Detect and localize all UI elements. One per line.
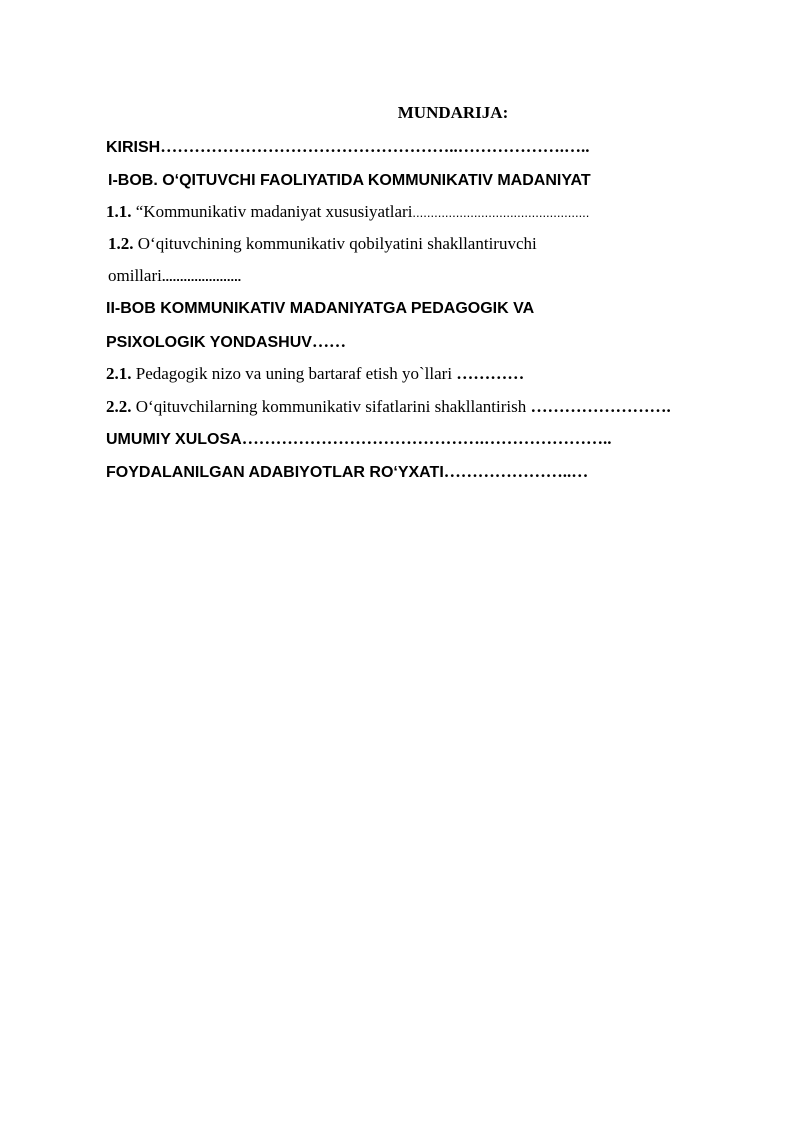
toc-entry-references — [106, 462, 588, 483]
toc-entry-leader: ……………………………………………..……………….….. — [160, 137, 590, 156]
toc-entry-label: KIRISH — [106, 139, 161, 156]
toc-entry-number: 1.2. — [108, 234, 134, 253]
toc-entry-text: omillari — [108, 266, 162, 285]
toc-entry-kirish — [106, 137, 589, 158]
toc-entry-leader: ………… — [456, 364, 525, 383]
toc-chapter-2-heading — [106, 298, 534, 319]
toc-entry-1-2-continuation — [108, 266, 241, 287]
toc-entry-text: Pedagogik nizo va uning bartaraf etish yo`llari — [131, 364, 457, 383]
toc-entry-text: O‘qituvchilarning kommunikativ sifatlarini shakllantirish — [131, 397, 531, 416]
toc-entry-text: O‘qituvchining kommunikativ qobilyatini shakllantiruvchi — [133, 234, 537, 253]
toc-chapter-2-heading-continuation — [106, 332, 346, 353]
toc-entry-2-2 — [106, 397, 671, 417]
toc-entry-label: UMUMIY XULOSA — [106, 431, 242, 448]
toc-entry-2-1 — [106, 364, 524, 384]
toc-entry-number: 1.1. — [106, 202, 132, 221]
toc-entry-leader: …………………..… — [443, 462, 589, 481]
toc-entry-number: 2.1. — [106, 364, 132, 383]
toc-entry-leader: …………………………………….………………….. — [241, 429, 612, 448]
toc-entry-label: PSIXOLOGIK YONDASHUV — [106, 334, 312, 351]
toc-entry-number: 2.2. — [106, 397, 132, 416]
toc-entry-leader: ................................................. — [412, 205, 590, 220]
toc-entry-label: FOYDALANILGAN ADABIYOTLAR RO‘YXATI — [106, 464, 444, 481]
toc-entry-1-2 — [108, 234, 537, 254]
toc-entry-leader: ……………………. — [530, 397, 671, 416]
toc-entry-1-1 — [106, 202, 589, 223]
toc-entry-label: II-BOB KOMMUNIKATIV MADANIYATGA PEDAGOGIK VA — [106, 300, 535, 317]
toc-entry-conclusion — [106, 429, 611, 450]
toc-entry-text: “Kommunikativ madaniyat xususiyatlari — [131, 202, 413, 221]
document-title: MUNDARIJA: — [397, 103, 509, 122]
toc-chapter-1-heading — [108, 170, 591, 191]
toc-entry-leader: ...................... — [161, 269, 242, 284]
toc-entry-label: I-BOB. O‘QITUVCHI FAOLIYATIDA KOMMUNIKATIV MADANIYAT — [108, 172, 591, 189]
toc-entry-leader: …… — [311, 332, 346, 351]
